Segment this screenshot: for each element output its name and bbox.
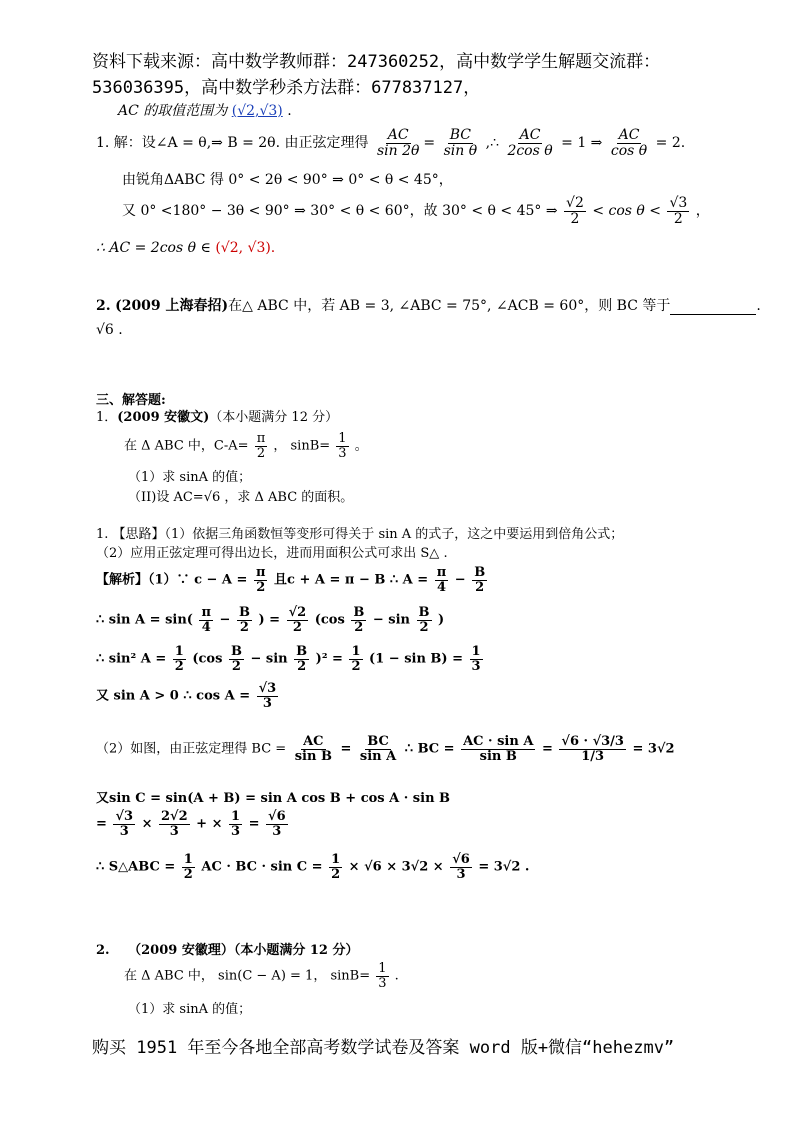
frac-num: B [296,644,308,659]
q2-source: (2009 上海春招) [115,298,229,314]
header-line-2: 536036395，高中数学秒杀方法群：677837127， [92,78,481,98]
fraction [113,810,135,838]
frac-num: √6 [452,852,470,867]
frac-num: 1 [183,852,193,867]
fraction [559,735,626,763]
fraction [450,853,472,881]
fraction [351,606,366,634]
analysis-text: 【解析】（1）∵ c − A = [96,572,248,588]
answer-blank [670,302,756,315]
fraction [173,645,186,673]
analysis-text: × [141,816,153,832]
frac-num: B [474,565,486,580]
analysis-text: − sin [372,612,410,628]
frac-num: AC · sin A [463,734,534,749]
frac-den: 3 [378,975,387,991]
frac-den: 3 [262,695,272,711]
fraction [667,196,689,226]
frac-num: √6 · √3/3 [561,734,624,749]
frac-den: 2 [297,658,307,674]
frac-num: π [201,605,211,620]
frac-den: 3 [471,658,481,674]
frac-num: 1 [471,644,481,659]
fraction [329,853,342,881]
frac-den: 2 [419,619,429,635]
sol1-line-1: 1. 解：设∠A = θ,⇒ B = 2θ. 由正弦定理得 $\frac{AC}{\sin 2\theta}$ = $\frac{BC}{\text{sin θ}}$ ,∴ $\frac{AC}{\text{2cos θ}}$ = 1 ⇒ $\frac{AC}{\text{cos θ}}$ = 2. [96,127,686,159]
frac-den: 3 [338,445,347,461]
frac-den: 2 [239,619,249,635]
sol1-line-3 [122,196,710,226]
analysis-text: = [541,741,553,757]
q1-answer-value: (√2,√3) [231,103,283,119]
sol1-text-a: 1. 解：设∠A = θ,⇒ B = 2θ. 由正弦定理得 [96,135,369,152]
frac-den: cos θ [610,142,648,159]
frac-den: 2 [292,619,302,635]
analysis-line-6 [96,682,280,710]
frac-num: AC [519,127,541,143]
q1-answer-line [118,103,292,120]
problem2-source: （2009 安徽理）（本小题满分 12 分） [128,943,359,958]
sol1-text-mid2: = 1 ⇒ [561,135,603,152]
analysis-line-10 [96,853,529,881]
frac-den: sin B [294,748,332,764]
problem2-line-2: （1）求 sinA 的值； [128,1002,252,1017]
frac-num: π [436,565,447,580]
analysis-text: − [454,572,466,588]
analysis-text: = 3√2 [632,741,675,757]
frac-num: √6 [268,809,286,824]
problem1-text-b: ， sinB= [273,438,331,454]
problem1-line-1 [124,432,368,460]
analysis-text: = [96,816,107,832]
analysis-text: ∴ sin A = sin( [96,612,193,628]
footer-ad: 购买 1951 年至今各地全部高考数学试卷及答案 word 版+微信“hehezmv” [92,1038,675,1058]
frac-num: BC [367,734,389,749]
analysis-line-2: （2）应用正弦定理可得出边长，进而用面积公式可求出 S△ . [96,546,448,561]
problem1-text-c: 。 [354,438,368,454]
problem2-text-end: . [394,968,399,984]
fraction [257,682,279,710]
fraction [442,128,480,158]
analysis-text: 又 sin A > 0 ∴ cos A = [96,688,251,704]
fraction [294,645,309,673]
analysis-line-8: 又sin C = sin(A + B) = sin A cos B + cos A · sin B [96,791,451,806]
frac-den: 3 [169,823,179,839]
problem1-text-a: 在 Δ ABC 中，C-A= [124,438,249,454]
problem1-number: 1． [96,410,118,425]
frac-num: B [418,605,430,620]
problem2-line-1 [124,962,399,990]
sol1-text-end: = 2. [655,135,686,152]
problem2-heading [96,943,358,959]
problem2-text: 在 Δ ABC 中， sin(C − A) = 1， sinB= [124,968,371,984]
fraction [287,606,309,634]
frac-den: sin A [359,748,397,764]
frac-den: 2 [331,866,341,882]
analysis-line-5 [96,645,485,673]
problem1-line-3: （II)设 AC=√6 ，求 Δ ABC 的面积。 [128,490,354,505]
fraction [293,735,334,763]
sol1-l3-end: ， [695,203,710,220]
fraction [417,606,432,634]
frac-num: 1 [331,852,341,867]
frac-num: √2 [288,605,307,620]
analysis-text: )² = [315,651,343,667]
frac-num: √3 [669,195,688,211]
frac-num: √3 [258,681,277,696]
q2-line [96,298,761,315]
q2-text: 在△ ABC 中，若 AB = 3, ∠ABC = 75°, ∠ACB = 60°，则 BC 等于 [228,298,671,314]
sol1-l4-text: ∴ AC = 2cos θ ∈ [96,240,211,256]
fraction [237,606,252,634]
analysis-text: ) [438,612,445,628]
analysis-text: (cos [314,612,345,628]
fraction [376,962,388,990]
analysis-text: ∴ sin² A = [96,651,167,667]
frac-den: 4 [201,619,211,635]
frac-num: π [255,565,266,580]
frac-num: 1 [174,644,184,659]
fraction [461,735,535,763]
analysis-text: (1 − sin B) = [369,651,463,667]
fraction [266,810,288,838]
analysis-text: − sin [250,651,288,667]
fraction [609,128,649,158]
frac-num: 1 [231,809,241,824]
fraction [159,810,190,838]
problem1-source: (2009 安徽文) [117,410,210,425]
frac-num: √3 [115,809,134,824]
frac-den: 3 [272,823,282,839]
frac-num: AC [303,734,324,749]
frac-num: B [353,605,365,620]
analysis-text: AC · BC · sin C = [201,859,323,875]
analysis-text: × √6 × 3√2 × [348,859,444,875]
frac-num: 1 [351,644,361,659]
q1-answer-prefix: AC 的取值范围为 [118,103,228,119]
analysis-text: − [219,612,231,628]
fraction [229,810,242,838]
frac-num: 1 [338,431,347,446]
frac-num: AC [618,127,640,143]
sol1-text-mid: ,∴ [485,135,499,152]
fraction [255,432,268,460]
frac-den: 2 [231,658,241,674]
fraction [470,645,483,673]
analysis-text: 且c + A = π − B ∴ A = [274,572,429,588]
frac-num: π [256,431,266,446]
fraction [375,128,421,158]
analysis-text: （2）如图，由正弦定理得 BC = [96,741,287,757]
q2-end: . [756,298,761,314]
frac-num: BC [449,127,472,143]
fraction [336,432,348,460]
frac-den: 2 [570,210,580,227]
analysis-text: ∴ S△ABC = [96,859,176,875]
sol1-line-2: 由锐角ΔABC 得 0° < 2θ < 90° ⇒ 0° < θ < 45°， [122,172,453,188]
frac-den: sin θ [443,142,478,159]
sol1-l3-mid: < cos θ < [592,203,662,220]
frac-num: B [230,644,242,659]
problem1-heading [96,410,338,426]
fraction [472,566,487,594]
frac-den: 2 [475,579,485,595]
analysis-line-1: 1. 【思路】（1）依据三角函数恒等变形可得关于 sin A 的式子，这之中要运用到倍角公式； [96,527,624,542]
analysis-text: ) = [258,612,281,628]
analysis-line-7 [96,735,675,763]
section-title: 三、解答题: [96,393,166,408]
analysis-line-9 [96,810,290,838]
frac-den: 3 [231,823,241,839]
frac-den: 3 [119,823,129,839]
problem1-note: （本小题满分 12 分） [209,410,339,425]
analysis-text: + × [196,816,223,832]
fraction [254,566,268,594]
sol1-line-4 [96,240,275,257]
header-line-1: 资料下载来源：高中数学教师群：247360252，高中数学学生解题交流群： [92,52,661,72]
frac-num: B [238,605,250,620]
frac-den: 2 [673,210,683,227]
q1-answer-suffix: . [287,103,292,119]
frac-den: 2 [183,866,193,882]
fraction [358,735,398,763]
q2-number: 2. [96,298,111,314]
analysis-text: (cos [192,651,223,667]
fraction [199,606,213,634]
frac-num: AC [387,127,409,143]
sol1-l4-answer: (√2, √3). [215,240,276,256]
sol1-l3-text: 又 0° <180° − 3θ < 90° ⇒ 30° < θ < 60°，故 30° < θ < 45° ⇒ [122,203,558,220]
frac-den: 2 [256,579,266,595]
fraction [349,645,362,673]
q2-answer: √6 . [96,322,123,338]
fraction [564,196,586,226]
frac-den: 2cos θ [507,142,553,159]
fraction [505,128,554,158]
analysis-line-4 [96,606,444,634]
frac-den: 2 [351,658,361,674]
fraction [229,645,244,673]
problem2-number: 2. [96,943,110,958]
analysis-text: = [248,816,260,832]
frac-den: 2 [256,445,266,461]
frac-den: 3 [456,866,466,882]
frac-den: 4 [436,579,446,595]
analysis-text: = [340,741,352,757]
frac-den: sin B [479,748,517,764]
analysis-line-3 [96,566,489,594]
frac-den: 2 [174,658,184,674]
frac-num: 1 [378,961,387,976]
fraction [182,853,195,881]
analysis-text: = 3√2 . [478,859,530,875]
frac-den: sin 2θ [376,142,420,159]
problem1-line-2: （1）求 sinA 的值； [128,470,252,485]
analysis-text: ∴ BC = [404,741,455,757]
frac-num: 2√2 [161,809,188,824]
fraction [435,566,449,594]
frac-num: √2 [566,195,584,211]
frac-den: 1/3 [581,748,605,764]
frac-den: 2 [354,619,364,635]
